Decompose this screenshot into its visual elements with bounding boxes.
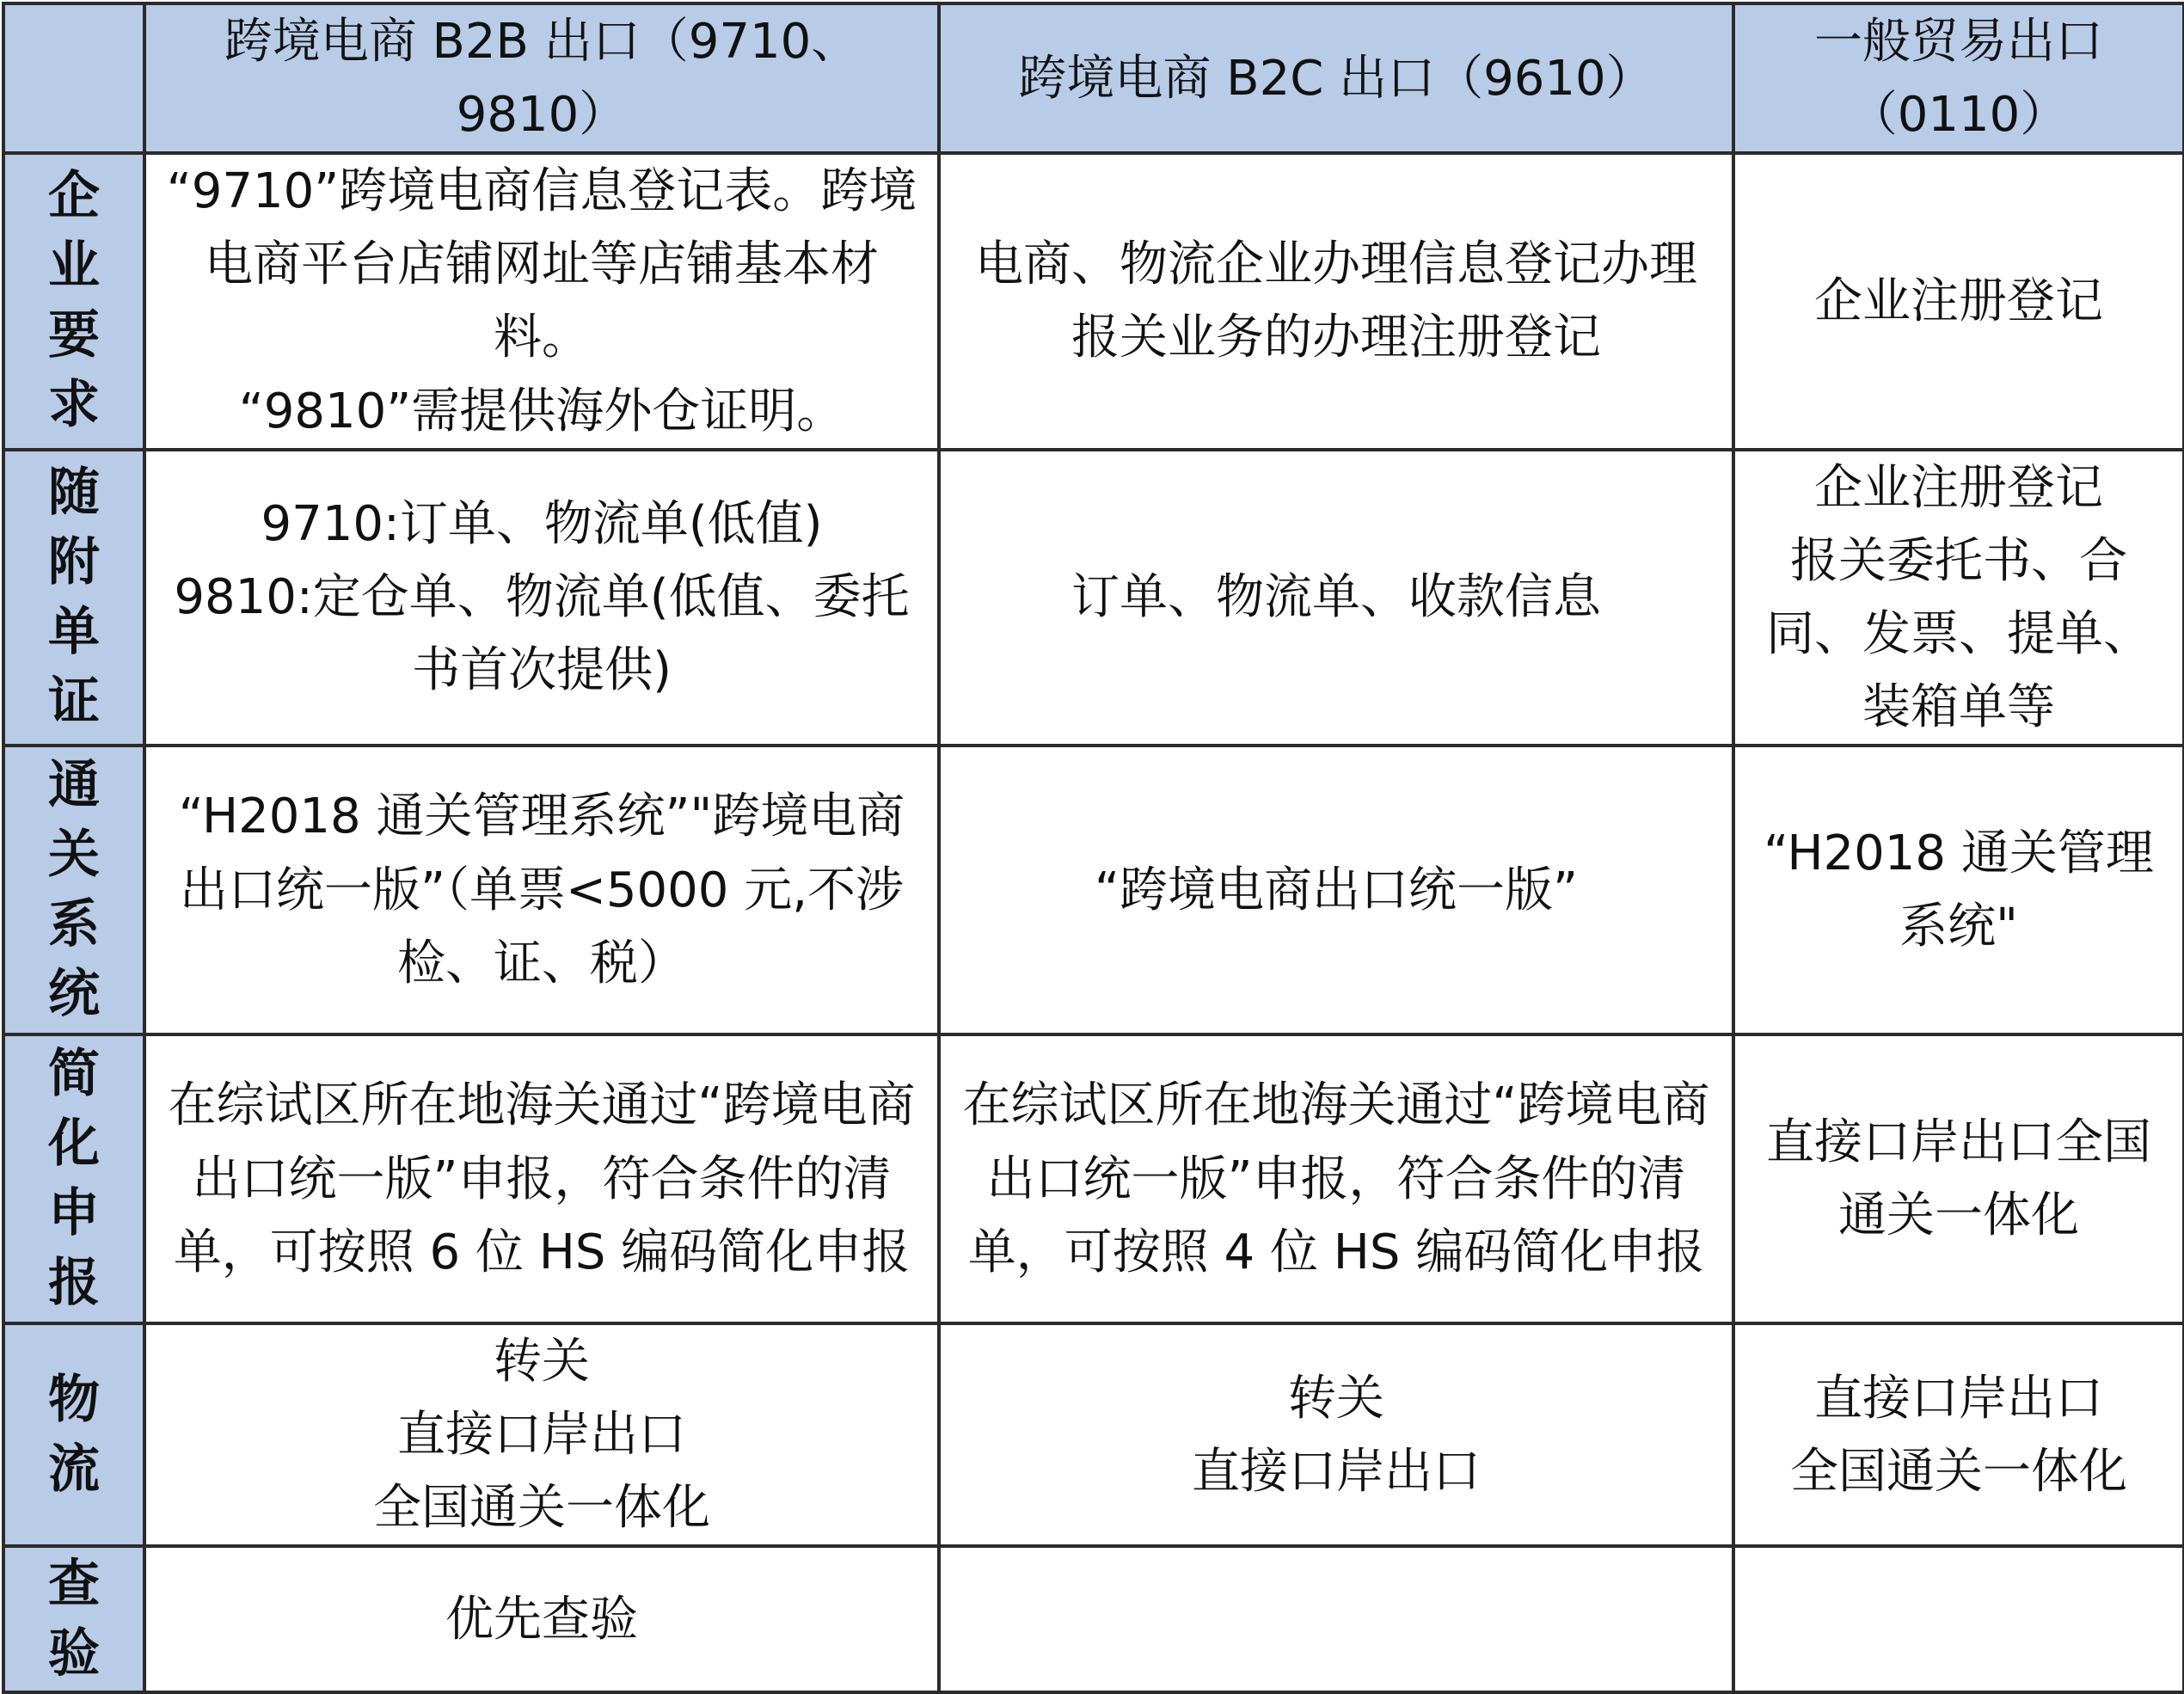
cell-general	[1733, 1546, 2184, 1692]
corner-cell	[3, 3, 144, 153]
row-header-logistics: 物流	[3, 1323, 144, 1546]
row-header-inspection: 查验	[3, 1546, 144, 1692]
row-header-simplified-declaration: 简化申报	[3, 1034, 144, 1323]
cell-b2c	[939, 1546, 1733, 1692]
column-header-general: 一般贸易出口 （0110）	[1733, 3, 2184, 153]
cell-b2b: 转关 直接口岸出口 全国通关一体化	[144, 1323, 939, 1546]
cell-b2b: “H2018 通关管理系统”"跨境电商出口统一版”（单票<5000 元,不涉检、证、税）	[144, 746, 939, 1034]
cell-b2c: 在综试区所在地海关通过“跨境电商出口统一版”申报，符合条件的清单，可按照 4 位 HS 编码简化申报	[939, 1034, 1733, 1323]
table-row	[3, 450, 2184, 746]
table-row	[3, 746, 2184, 1034]
table-row	[3, 1034, 2184, 1323]
cell-b2c: 转关 直接口岸出口	[939, 1323, 1733, 1546]
table-row	[3, 1323, 2184, 1546]
cell-b2b: 在综试区所在地海关通过“跨境电商出口统一版”申报，符合条件的清单，可按照 6 位 HS 编码简化申报	[144, 1034, 939, 1323]
cell-general: 直接口岸出口 全国通关一体化	[1733, 1323, 2184, 1546]
cell-general: “H2018 通关管理系统"	[1733, 746, 2184, 1034]
row-header-enterprise: 企业要求	[3, 153, 144, 449]
cell-b2b: 9710:订单、物流单(低值) 9810:定仓单、物流单(低值、委托书首次提供)	[144, 450, 939, 746]
cell-b2b: “9710”跨境电商信息登记表。跨境电商平台店铺网址等店铺基本材料。 “9810”需提供海外仓证明。	[144, 153, 939, 449]
comparison-table	[2, 2, 2184, 1694]
table-row	[3, 1546, 2184, 1692]
table-row	[3, 153, 2184, 449]
column-header-b2b: 跨境电商 B2B 出口（9710、9810）	[144, 3, 939, 153]
cell-general: 企业注册登记	[1733, 153, 2184, 449]
cell-b2c: 订单、物流单、收款信息	[939, 450, 1733, 746]
table-header-row	[3, 3, 2184, 153]
cell-general: 企业注册登记 报关委托书、合同、发票、提单、装箱单等	[1733, 450, 2184, 746]
cell-b2b: 优先查验	[144, 1546, 939, 1692]
cell-b2c: 电商、物流企业办理信息登记办理报关业务的办理注册登记	[939, 153, 1733, 449]
cell-b2c: “跨境电商出口统一版”	[939, 746, 1733, 1034]
row-header-documents: 随附单证	[3, 450, 144, 746]
cell-general: 直接口岸出口全国通关一体化	[1733, 1034, 2184, 1323]
row-header-system: 通关系统	[3, 746, 144, 1034]
column-header-b2c: 跨境电商 B2C 出口（9610）	[939, 3, 1733, 153]
